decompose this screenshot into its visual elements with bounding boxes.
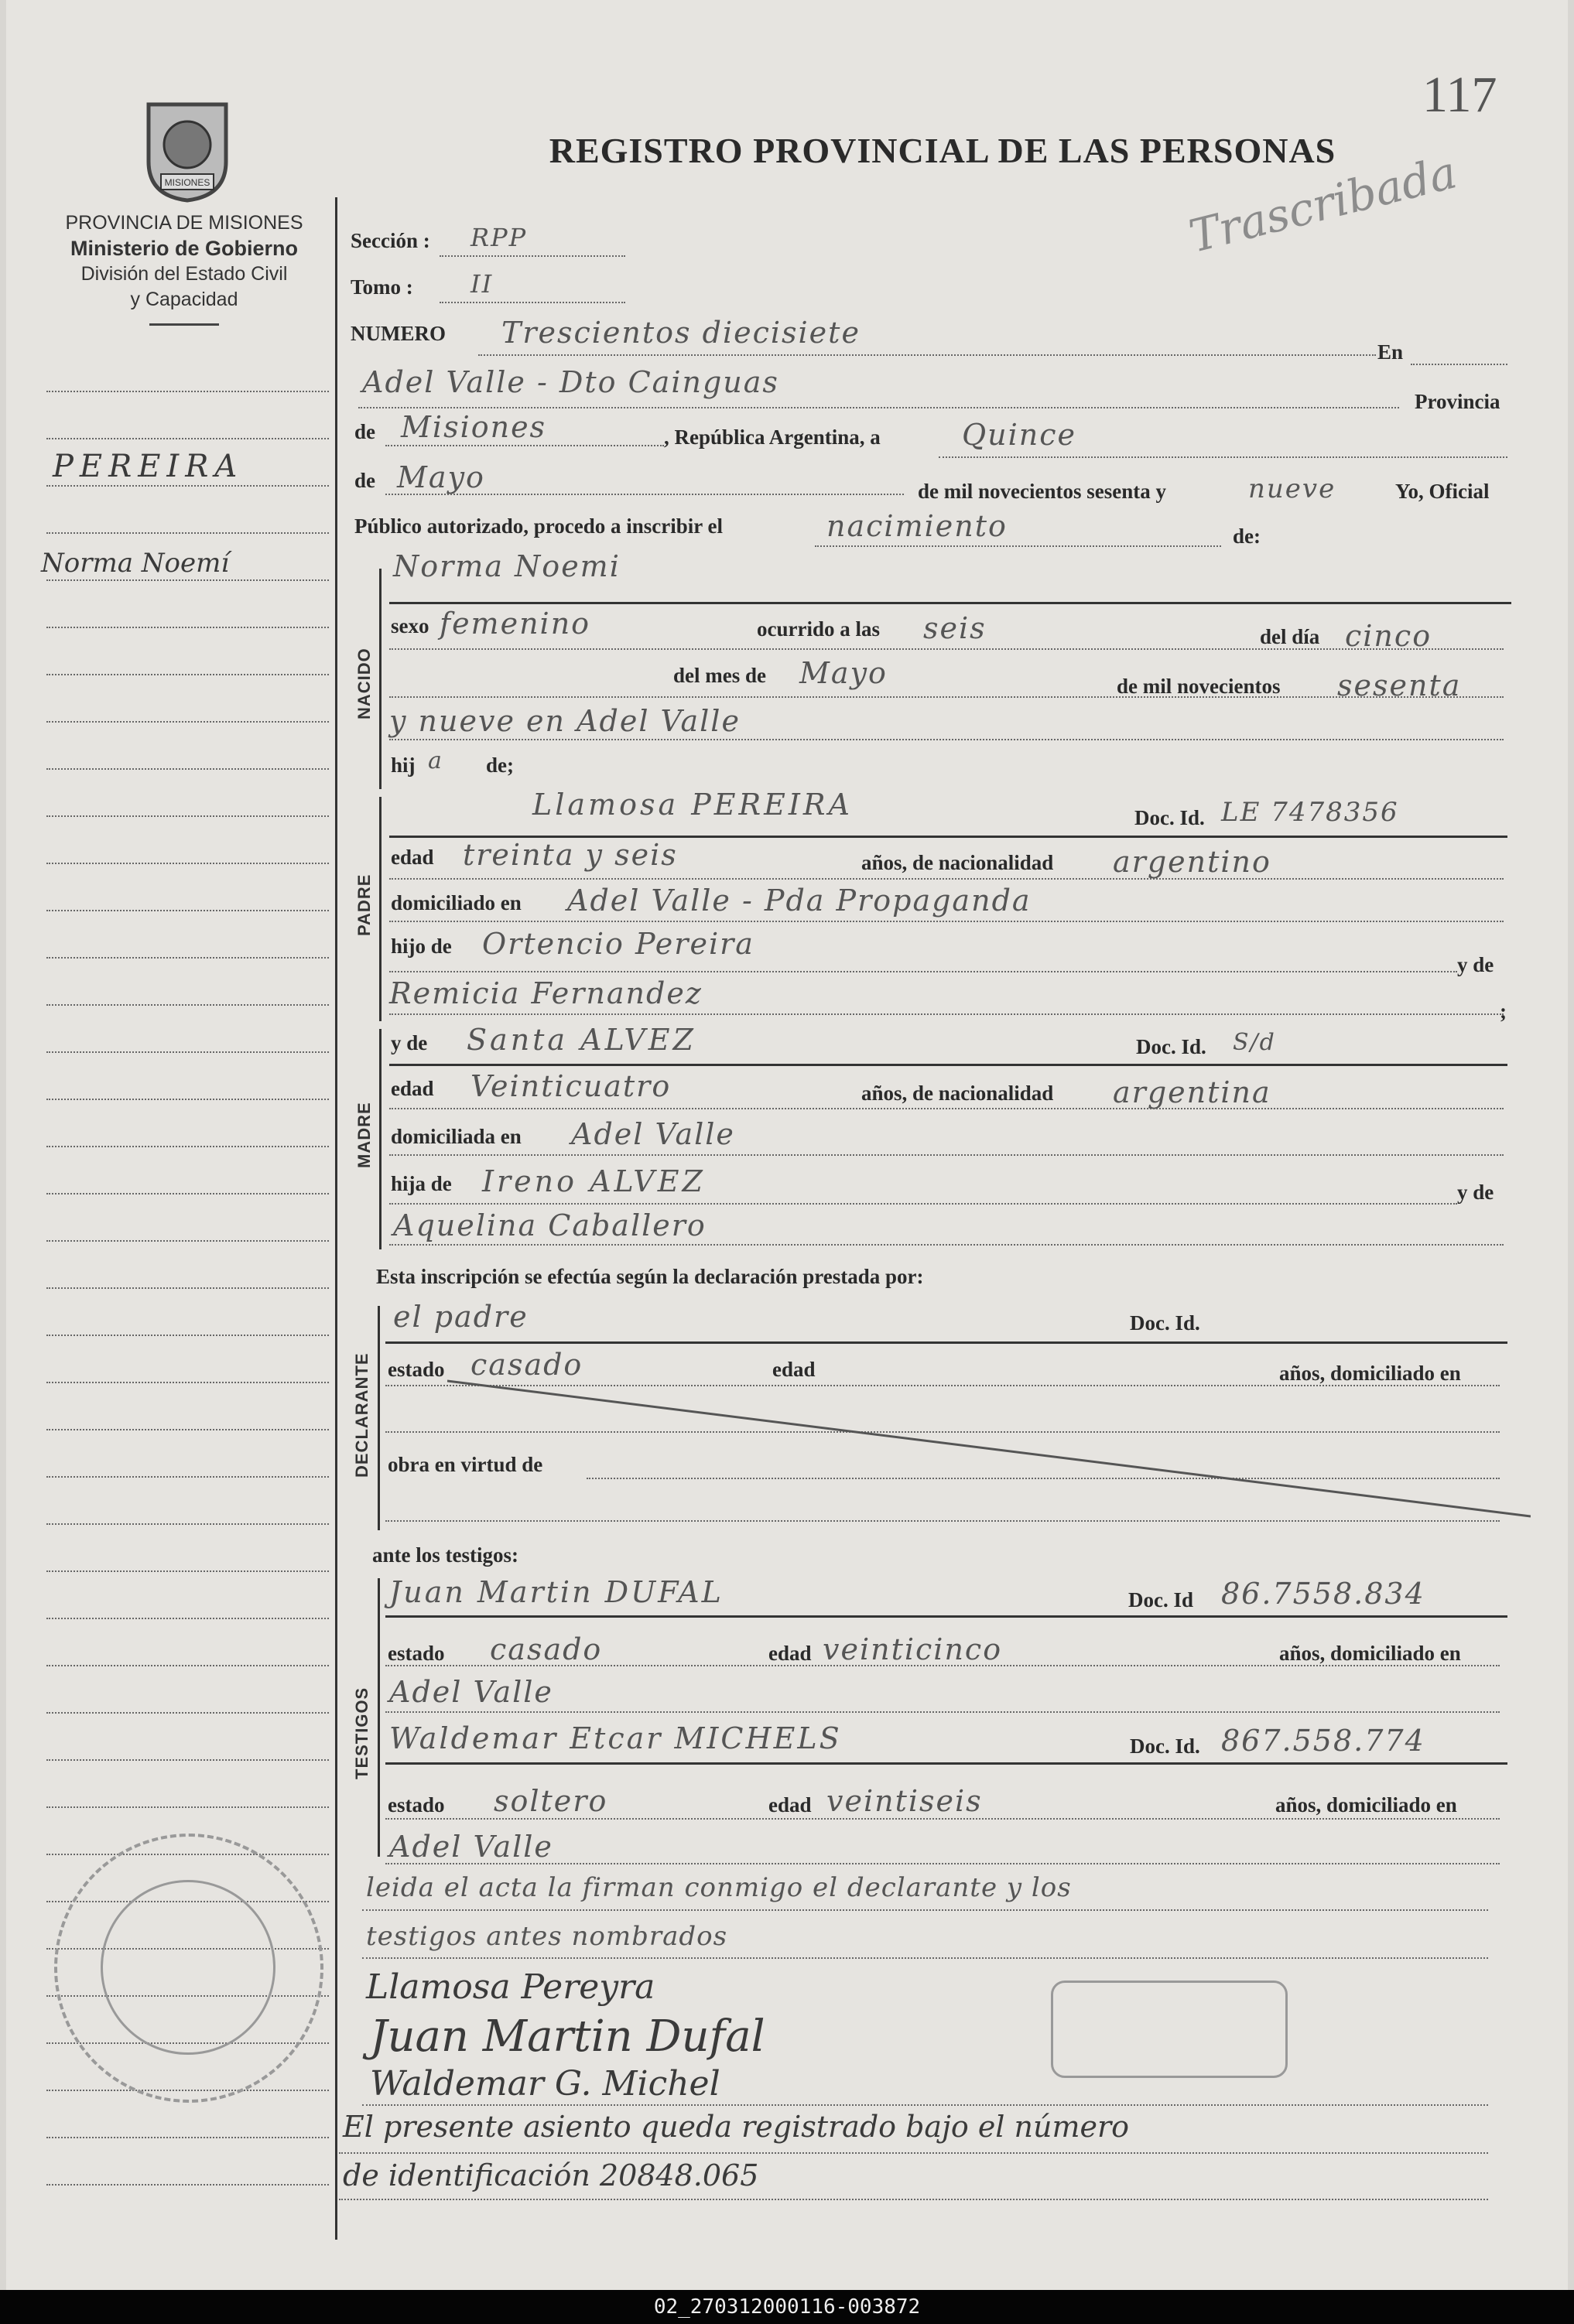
- margin-dotline: [46, 1618, 329, 1619]
- margin-dotline: [46, 438, 329, 439]
- padre-y-de: Remicia Fernandez: [389, 976, 703, 1010]
- dotline: [389, 971, 1457, 972]
- margin-dotline: [46, 768, 329, 770]
- semicolon: ;: [1500, 1000, 1507, 1023]
- margin-dotline: [46, 1806, 329, 1808]
- dotline: [389, 1154, 1504, 1156]
- section-nacido: NACIDO: [354, 648, 374, 719]
- testigo1-estado: casado: [490, 1632, 603, 1666]
- province-block: [37, 210, 331, 326]
- hora-value: seis: [923, 611, 987, 645]
- capacidad-line: y Capacidad: [130, 289, 238, 310]
- dotline: [389, 878, 1504, 880]
- section-madre: MADRE: [354, 1102, 374, 1168]
- closing-line-2: testigos antes nombrados: [366, 1921, 728, 1952]
- margin-dotline: [46, 579, 329, 581]
- underline: [389, 602, 1511, 604]
- doc-id-label: Doc. Id.: [1134, 806, 1205, 829]
- margin-dotline: [46, 1193, 329, 1194]
- section-padre: PADRE: [354, 873, 374, 936]
- domiciliada-label: domiciliada en: [391, 1125, 522, 1148]
- madre-edad: Veinticuatro: [470, 1069, 672, 1103]
- y-de-label-3: y de: [1457, 1181, 1494, 1204]
- tomo-value: II: [470, 269, 494, 299]
- dotline: [389, 648, 1504, 650]
- margin-dotline: [46, 1759, 329, 1761]
- margin-dotline: [46, 1099, 329, 1100]
- doc-id-label-2: Doc. Id: [1128, 1588, 1194, 1611]
- image-id-footer: 02_270312000116-003872: [0, 2290, 1574, 2324]
- estado-label: estado: [388, 1793, 445, 1816]
- province-line: PROVINCIA DE MISIONES: [65, 212, 303, 234]
- provincial-crest: [138, 97, 237, 203]
- nombre-value: Norma Noemi: [393, 549, 621, 583]
- declarante-nombre: el padre: [393, 1300, 529, 1334]
- anos-nac-label: años, de nacionalidad: [861, 851, 1054, 874]
- hija-de-label: hija de: [391, 1172, 452, 1195]
- de-label: de: [354, 420, 375, 443]
- margin-rule: [335, 197, 337, 2240]
- dotline: [385, 494, 904, 495]
- margin-dotline: [46, 957, 329, 959]
- estado-label: estado: [388, 1642, 445, 1665]
- republica-label: , República Argentina, a: [664, 425, 881, 449]
- anio-nac-value-2: y nueve en Adel Valle: [389, 704, 741, 738]
- hij-label: hij: [391, 754, 416, 777]
- anos-domic-label: años, domiciliado en: [1279, 1362, 1461, 1385]
- note-line-1: El presente asiento queda registrado bajo el número: [343, 2110, 1130, 2144]
- edad-label: edad: [768, 1642, 812, 1665]
- dotline: [358, 407, 1399, 408]
- section-rule: [378, 1306, 380, 1530]
- en-label: En: [1377, 340, 1404, 364]
- obra-label: obra en virtud de: [388, 1453, 543, 1476]
- section-rule: [379, 797, 382, 1021]
- testigo2-domicilio: Adel Valle: [389, 1830, 553, 1864]
- mes-nac-value: Mayo: [799, 656, 888, 690]
- margin-dotline: [46, 1570, 329, 1572]
- signature-padre: Llamosa Pereyra: [366, 1967, 655, 2007]
- margin-dotline: [46, 1240, 329, 1242]
- page-number: 117: [1422, 67, 1497, 123]
- anio-nac-value: sesenta: [1337, 668, 1462, 702]
- edad-label: edad: [768, 1793, 812, 1816]
- dotline: [389, 1203, 1457, 1205]
- provincia-value: Misiones: [401, 410, 547, 444]
- de-colon-label: de:: [1233, 525, 1261, 548]
- de-semi-label: de;: [486, 754, 514, 777]
- padre-edad: treinta y seis: [463, 838, 678, 872]
- section-testigos: TESTIGOS: [352, 1687, 371, 1779]
- testigo2-nombre: Waldemar Etcar MICHELS: [389, 1721, 842, 1755]
- dotline: [362, 1957, 1488, 1959]
- margin-surname: PEREIRA: [53, 449, 244, 484]
- margin-dotline: [46, 815, 329, 817]
- sexo-value: femenino: [440, 607, 591, 641]
- signature-stamp: [1051, 1981, 1288, 2078]
- ante-testigos-label: ante los testigos:: [372, 1543, 518, 1567]
- edad-label: edad: [391, 846, 434, 869]
- margin-dotline: [46, 1665, 329, 1666]
- dotline: [385, 1863, 1500, 1864]
- numero-label: NUMERO: [351, 322, 446, 345]
- closing-line-1: leida el acta la firman conmigo el declarante y los: [366, 1872, 1072, 1903]
- madre-y-de: Aquelina Caballero: [393, 1208, 707, 1242]
- section-rule: [379, 1029, 382, 1249]
- provincia-label: Provincia: [1415, 390, 1500, 413]
- note-line-2: de identificación 20848.065: [343, 2158, 759, 2192]
- dotline: [339, 2199, 1488, 2200]
- anio-suffix: nueve: [1248, 473, 1336, 504]
- margin-dotline: [46, 863, 329, 864]
- margin-dotline: [46, 1146, 329, 1147]
- ocurrido-label: ocurrido a las: [757, 617, 880, 641]
- dotline: [1411, 364, 1507, 365]
- document-page: [6, 0, 1568, 2290]
- testigo2-estado: soltero: [494, 1784, 608, 1818]
- section-rule: [379, 569, 382, 789]
- de-mes-label: de: [354, 469, 375, 492]
- padre-hijo-de: Ortencio Pereira: [482, 927, 754, 961]
- doc-id-label: Doc. Id.: [1136, 1035, 1206, 1058]
- underline: [385, 1341, 1507, 1344]
- dotline: [440, 255, 625, 257]
- page-title: REGISTRO PROVINCIAL DE LAS PERSONAS: [549, 131, 1336, 170]
- underline: [385, 1762, 1507, 1765]
- official-seal-inner: [101, 1880, 275, 2055]
- testigo2-doc: 867.558.774: [1221, 1724, 1425, 1758]
- testigo1-edad: veinticinco: [823, 1632, 1003, 1666]
- testigo1-doc: 86.7558.834: [1221, 1577, 1425, 1611]
- lugar-value: Adel Valle - Dto Cainguas: [362, 365, 779, 399]
- doc-id-label: Doc. Id.: [1130, 1311, 1200, 1335]
- hijo-de-label: hijo de: [391, 935, 452, 958]
- dotline: [440, 302, 625, 303]
- margin-dotline: [46, 1051, 329, 1053]
- margin-dotline: [46, 1004, 329, 1006]
- y-de-label-2: y de: [391, 1031, 428, 1054]
- margin-dotline: [46, 532, 329, 534]
- margin-dotline: [46, 1712, 329, 1714]
- margin-dotline: [46, 2137, 329, 2138]
- strike-line: [447, 1369, 1531, 1540]
- madre-nombre: Santa ALVEZ: [467, 1023, 696, 1057]
- dotline: [362, 2104, 1488, 2106]
- dotline: [385, 1711, 1500, 1713]
- margin-dotline: [46, 391, 329, 392]
- divider: [149, 323, 219, 326]
- division-line: División del Estado Civil: [80, 263, 288, 285]
- dotline: [478, 354, 1376, 356]
- crest-label: MISIONES: [164, 177, 210, 188]
- de-mil-label: de mil novecientos: [1117, 675, 1281, 698]
- padre-nombre: Llamosa PEREIRA: [532, 788, 853, 822]
- anos-domic-label: años, domiciliado en: [1279, 1642, 1461, 1665]
- testigo1-domicilio: Adel Valle: [389, 1675, 553, 1709]
- dotline: [939, 456, 1507, 458]
- dia-value: Quince: [962, 418, 1077, 452]
- yo-oficial-label: Yo, Oficial: [1395, 480, 1490, 503]
- dotline: [389, 1108, 1504, 1109]
- margin-dotline: [46, 1382, 329, 1383]
- dotline: [389, 1013, 1504, 1015]
- dotline: [389, 921, 1504, 922]
- underline: [389, 1064, 1507, 1066]
- dotline: [815, 545, 1221, 547]
- margin-dotline: [46, 1523, 329, 1525]
- madre-nacionalidad: argentina: [1113, 1075, 1271, 1109]
- padre-nacionalidad: argentino: [1113, 845, 1271, 879]
- hij-suffix: a: [428, 747, 443, 774]
- seccion-label: Sección :: [351, 229, 430, 252]
- margin-dotline: [46, 1287, 329, 1289]
- del-dia-label: del día: [1260, 625, 1320, 648]
- margin-dotline: [46, 721, 329, 723]
- margin-dotline: [46, 674, 329, 675]
- declarante-estado: casado: [470, 1348, 583, 1382]
- margin-dotline: [46, 910, 329, 911]
- y-de-label: y de: [1457, 953, 1494, 976]
- seccion-value: RPP: [470, 223, 528, 252]
- madre-domicilio: Adel Valle: [571, 1117, 735, 1151]
- padre-domicilio: Adel Valle - Pda Propaganda: [567, 883, 1032, 918]
- inscripcion-label: Esta inscripción se efectúa según la declaración prestada por:: [376, 1265, 924, 1288]
- sexo-label: sexo: [391, 614, 429, 637]
- madre-hija-de: Ireno ALVEZ: [482, 1164, 706, 1198]
- dotline: [339, 2152, 1488, 2154]
- testigo1-nombre: Juan Martin DUFAL: [389, 1575, 724, 1609]
- margin-dotline: [46, 1429, 329, 1430]
- edad-label: edad: [391, 1077, 434, 1100]
- dotline: [389, 696, 1504, 698]
- dotline: [385, 1818, 1500, 1820]
- margin-dotline: [46, 2184, 329, 2186]
- anos-nac-label: años, de nacionalidad: [861, 1082, 1054, 1105]
- margin-dotline: [46, 485, 329, 487]
- margin-given-names: Norma Noemí: [41, 548, 230, 579]
- transcribed-stamp: Trascribada: [1184, 145, 1462, 263]
- dotline: [389, 1244, 1504, 1246]
- section-declarante: DECLARANTE: [352, 1352, 371, 1478]
- section-rule: [378, 1578, 380, 1857]
- padre-doc: LE 7478356: [1221, 797, 1399, 828]
- madre-doc: S/d: [1233, 1029, 1276, 1056]
- margin-dotline: [46, 1476, 329, 1478]
- edad-label: edad: [772, 1358, 816, 1381]
- ministry-line: Ministerio de Gobierno: [70, 237, 299, 260]
- mes-value: Mayo: [397, 460, 485, 494]
- doc-id-label: Doc. Id.: [1130, 1734, 1200, 1758]
- dia-nac-value: cinco: [1345, 619, 1432, 653]
- dotline: [385, 445, 664, 446]
- domiciliado-label: domiciliado en: [391, 891, 522, 914]
- dotline: [389, 739, 1504, 740]
- dotline: [385, 1665, 1500, 1666]
- estado-label: estado: [388, 1358, 445, 1381]
- publico-label: Público autorizado, procedo a inscribir el: [354, 514, 723, 538]
- underline: [385, 1615, 1507, 1618]
- tomo-label: Tomo :: [351, 275, 413, 299]
- acto-value: nacimiento: [826, 509, 1008, 543]
- signature-testigo-2: Waldemar G. Michel: [370, 2064, 720, 2104]
- margin-dotline: [46, 1335, 329, 1336]
- signature-testigo-1: Juan Martin Dufal: [370, 2011, 765, 2062]
- del-mes-label: del mes de: [673, 664, 766, 687]
- mil-novecientos-label: de mil novecientos sesenta y: [918, 480, 1166, 503]
- testigo2-edad: veintiseis: [826, 1784, 983, 1818]
- dotline: [362, 1909, 1488, 1911]
- anos-domic-label: años, domiciliado en: [1275, 1793, 1457, 1816]
- numero-value: Trescientos diecisiete: [501, 316, 861, 350]
- margin-dotline: [46, 627, 329, 628]
